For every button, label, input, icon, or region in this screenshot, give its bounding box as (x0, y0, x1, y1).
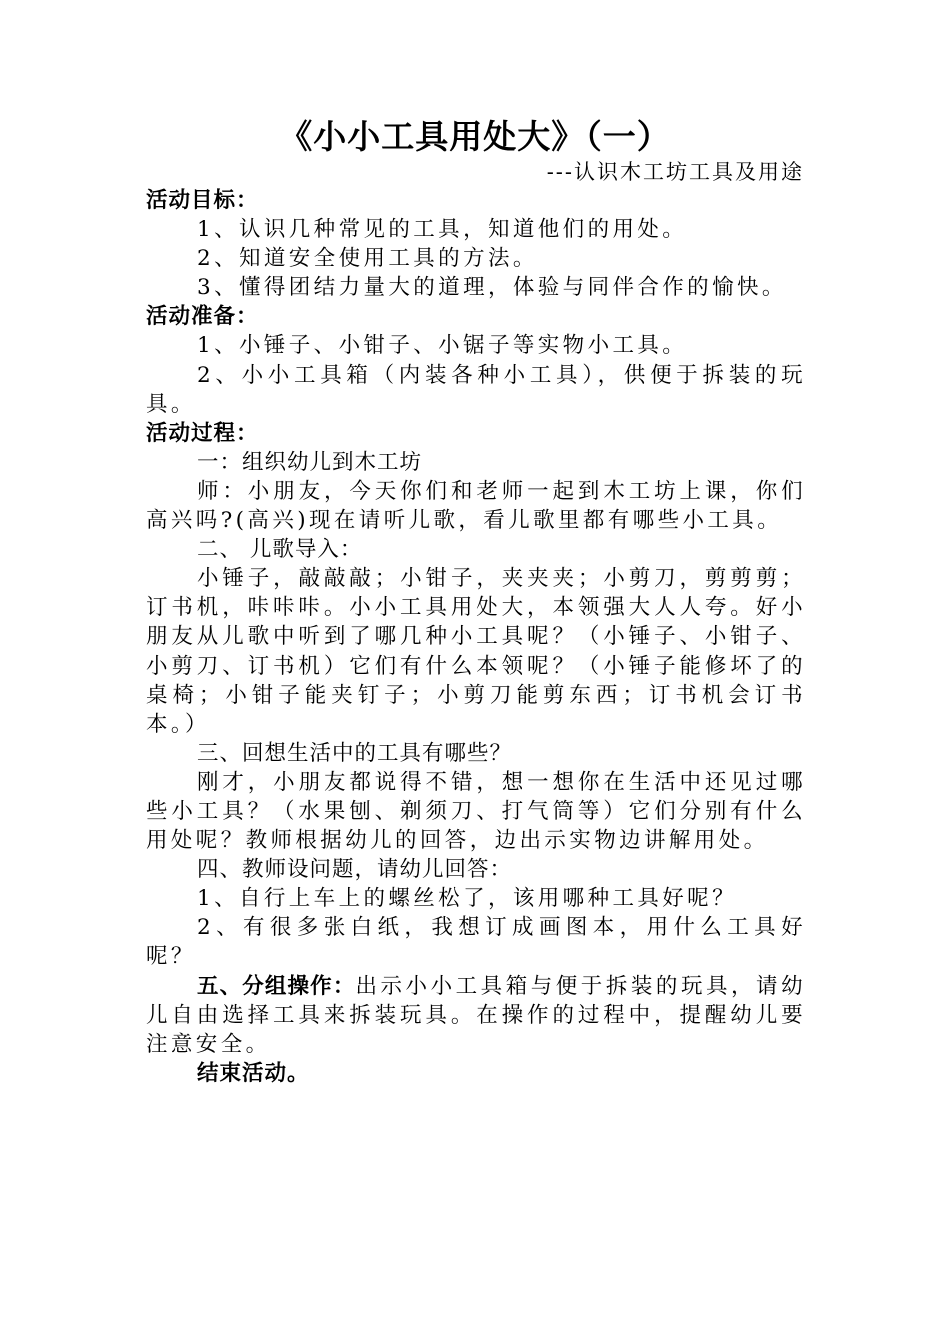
step5-text: 出示小小工具箱与便于拆装的玩具，请幼儿自由选择工具来拆装玩具。在操作的过程中，提醒幼儿要注意安全。 (146, 973, 806, 1057)
step2-heading: 二、 儿歌导入： (197, 537, 363, 563)
document-body (146, 186, 806, 1088)
preparation-item: 1、小锤子、小钳子、小锯子等实物小工具。 (197, 333, 688, 359)
document-title: 《小小工具用处大》（一） (279, 117, 671, 156)
step3-text: 刚才，小朋友都说得不错，想一想你在生活中还见过哪些小工具？（水果刨、剃须刀、打气筒等）它们分别有什么用处呢？教师根据幼儿的回答，边出示实物边讲解用处。 (146, 769, 806, 854)
preparation-heading: 活动准备： (146, 304, 259, 330)
document-subtitle: ---认识木工坊工具及用途 (546, 160, 804, 184)
step1-heading: 一：组织幼儿到木工坊 (197, 449, 423, 475)
step1-text: 师：小朋友，今天你们和老师一起到木工坊上课，你们高兴吗?(高兴)现在请听儿歌，看儿歌里都有哪些小工具。 (146, 478, 806, 534)
preparation-item: 2、小小工具箱（内装各种小工具），供便于拆装的玩具。 (146, 362, 806, 417)
goal-item: 1、认识几种常见的工具，知道他们的用处。 (197, 217, 688, 243)
goals-heading: 活动目标： (146, 188, 259, 213)
step3-heading: 三、回想生活中的工具有哪些？ (197, 740, 513, 766)
step4-heading: 四、教师设问题，请幼儿回答： (197, 857, 513, 883)
step2-text: 小锤子，敲敲敲；小钳子，夹夹夹；小剪刀，剪剪剪；订书机，咔咔咔。小小工具用处大，本领强大人人夸。好小朋友从儿歌中听到了哪几种小工具呢？（小锤子、小钳子、小剪刀、订书机）它们有什么本领呢？（小锤子能修坏了的桌椅；小钳子能夹钉子；小剪刀能剪东西；订书机会订书本。） (146, 566, 806, 737)
step4-item: 2、有很多张白纸，我想订成画图本，用什么工具好呢？ (146, 915, 806, 970)
goal-item: 3、懂得团结力量大的道理，体验与同伴合作的愉快。 (197, 275, 787, 301)
goal-item: 2、知道安全使用工具的方法。 (197, 246, 538, 272)
step5-heading: 五、分组操作： (197, 973, 356, 999)
step4-item: 1、自行上车上的螺丝松了，该用哪种工具好呢？ (197, 886, 737, 912)
step5-paragraph (146, 972, 806, 1059)
process-heading: 活动过程： (146, 420, 259, 446)
ending-text: 结束活动。 (197, 1060, 310, 1086)
